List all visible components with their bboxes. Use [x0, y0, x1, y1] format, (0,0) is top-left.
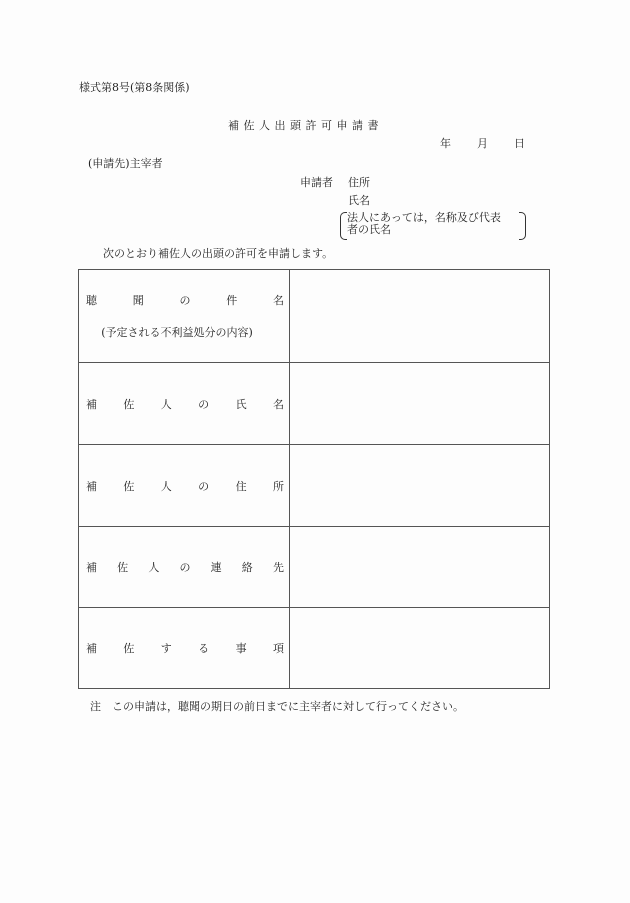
corporate-note: [340, 212, 526, 240]
row-label-assistant-contact: [79, 527, 290, 608]
assistant-address-field[interactable]: [290, 445, 550, 527]
table-row: [79, 608, 550, 689]
date-day: 日: [514, 137, 525, 150]
assisted-matters-field[interactable]: [290, 608, 550, 689]
date-year: 年: [440, 137, 451, 150]
document-title: 補佐人出頭許可申請書: [228, 119, 383, 132]
row-label-assisted-matters: [79, 608, 290, 689]
form-number: 様式第8号(第8条関係): [79, 81, 190, 94]
table-row: [79, 527, 550, 608]
label-text: 補 佐 す る 事 項: [86, 642, 284, 655]
application-table: [78, 269, 550, 689]
row-label-hearing-subject: [79, 270, 290, 363]
label-text: 補 佐 人 の 連 絡 先: [86, 561, 284, 574]
table-row: [79, 445, 550, 527]
row-label-assistant-name: [79, 363, 290, 445]
table-row: [79, 363, 550, 445]
right-bracket: [519, 212, 526, 240]
recipient: (申請先)主宰者: [88, 157, 163, 170]
label-text: 聴 聞 の 件 名: [86, 294, 284, 307]
address-label: 住所: [348, 176, 370, 189]
row-label-assistant-address: [79, 445, 290, 527]
label-text: 補 佐 人 の 住 所: [86, 479, 284, 493]
intro-text: 次のとおり補佐人の出頭の許可を申請します。: [103, 247, 334, 260]
name-label: 氏名: [348, 194, 370, 207]
table-row: [79, 270, 550, 363]
assistant-name-field[interactable]: [290, 363, 550, 445]
hearing-subject-field[interactable]: [290, 270, 550, 363]
sublabel: (予定される不利益処分の内容): [101, 326, 253, 339]
assistant-contact-field[interactable]: [290, 527, 550, 608]
footnote: 注 この申請は，聴聞の期日の前日までに主宰者に対して行ってください。: [90, 700, 464, 713]
label-text: 補 佐 人 の 氏 名: [86, 397, 284, 411]
applicant-label: 申請者: [300, 176, 333, 189]
date-line: [440, 137, 525, 151]
date-month: 月: [477, 137, 488, 150]
corporate-note-line1: 法人にあっては，名称及び代表: [347, 211, 501, 224]
left-bracket: [340, 212, 347, 240]
corporate-note-line2: 者の氏名: [347, 223, 391, 236]
